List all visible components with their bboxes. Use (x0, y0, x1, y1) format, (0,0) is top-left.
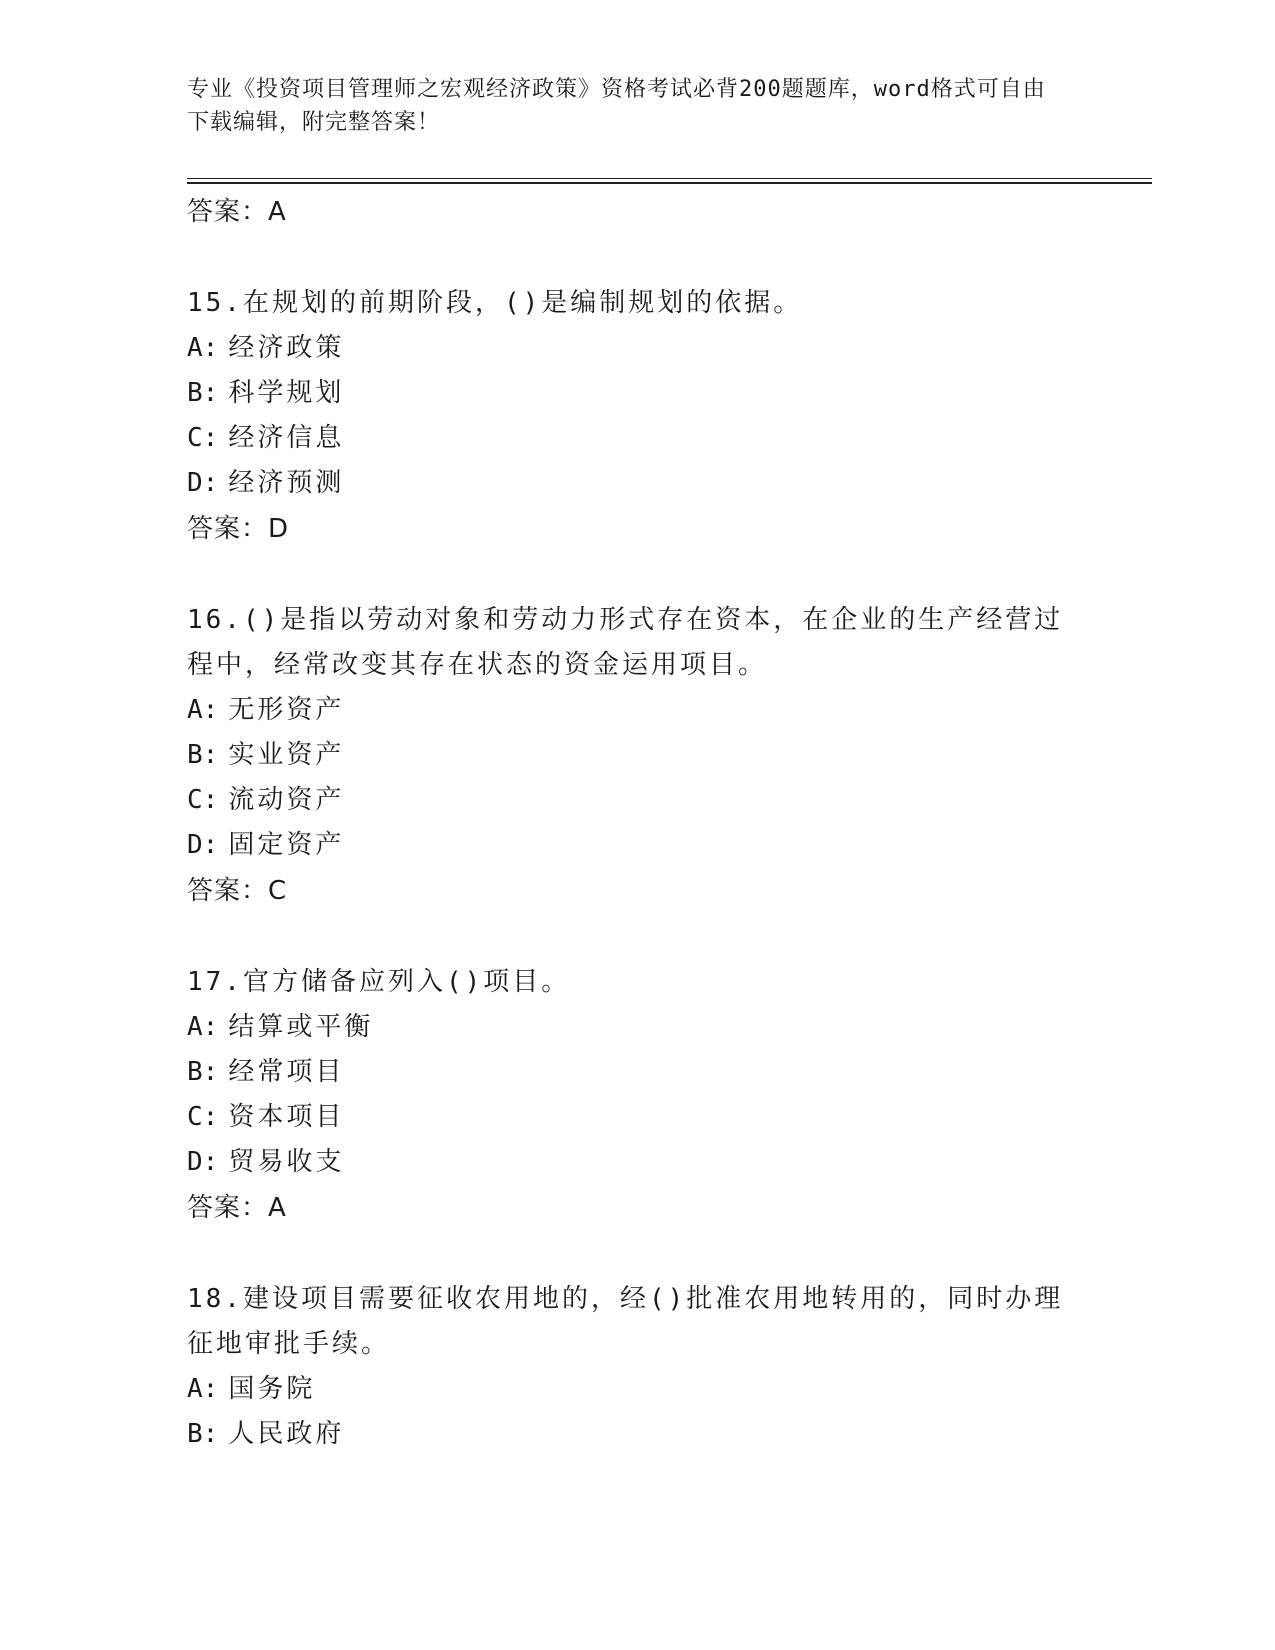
option-text: 经常项目 (228, 1057, 345, 1087)
option-text: 流动资产 (228, 785, 345, 815)
question-text: 17.官方储备应列入()项目。 (187, 967, 571, 997)
option-text: 国务院 (228, 1374, 316, 1404)
option-letter: C: (187, 785, 219, 815)
option-text: 结算或平衡 (228, 1012, 374, 1042)
option-item (187, 1050, 1087, 1095)
option-letter: A: (187, 333, 219, 363)
option-item (187, 1140, 1087, 1185)
option-item (187, 688, 1087, 733)
option-letter: A: (187, 1374, 219, 1404)
question-text: 16.()是指以劳动对象和劳动力形式存在资本，在企业的生产经营过程中，经常改变其存在状态的资金运用项目。 (187, 605, 1064, 680)
option-text: 经济信息 (228, 423, 345, 453)
answer-line: 答案：A (187, 1193, 287, 1223)
option-item (187, 733, 1087, 778)
option-item (187, 326, 1087, 371)
option-text: 实业资产 (228, 740, 345, 770)
option-letter: B: (187, 1419, 219, 1449)
option-text: 经济政策 (228, 333, 345, 363)
header-divider-thin (187, 178, 1152, 179)
answer-line: 答案：C (187, 876, 288, 906)
option-text: 贸易收支 (228, 1147, 345, 1177)
option-item (187, 823, 1087, 868)
option-letter: D: (187, 830, 219, 860)
question-text: 15.在规划的前期阶段，()是编制规划的依据。 (187, 288, 803, 318)
option-text: 经济预测 (228, 468, 345, 498)
option-letter: D: (187, 1147, 219, 1177)
option-item (187, 461, 1087, 506)
option-text: 科学规划 (228, 378, 345, 408)
option-item (187, 778, 1087, 823)
option-text: 固定资产 (228, 830, 345, 860)
option-item (187, 1367, 1087, 1412)
question-text: 18.建设项目需要征收农用地的，经()批准农用地转用的，同时办理征地审批手续。 (187, 1284, 1064, 1359)
option-letter: A: (187, 695, 219, 725)
option-item (187, 1095, 1087, 1140)
option-letter: C: (187, 423, 219, 453)
option-item (187, 1005, 1087, 1050)
option-item (187, 416, 1087, 461)
option-letter: B: (187, 378, 219, 408)
header-divider-thick (187, 182, 1152, 184)
option-text: 人民政府 (228, 1419, 345, 1449)
option-letter: C: (187, 1102, 219, 1132)
option-letter: B: (187, 740, 219, 770)
option-item (187, 371, 1087, 416)
answer-line: 答案：D (187, 514, 290, 544)
document-header: 专业《投资项目管理师之宏观经济政策》资格考试必背200题题库，word格式可自由下载编辑，附完整答案！ (187, 77, 1046, 135)
option-letter: D: (187, 468, 219, 498)
option-letter: B: (187, 1057, 219, 1087)
option-text: 资本项目 (228, 1102, 345, 1132)
question-list (187, 189, 1087, 1457)
option-letter: A: (187, 1012, 219, 1042)
option-text: 无形资产 (228, 695, 345, 725)
option-item (187, 1412, 1087, 1457)
answer-line: 答案：A (187, 197, 287, 227)
